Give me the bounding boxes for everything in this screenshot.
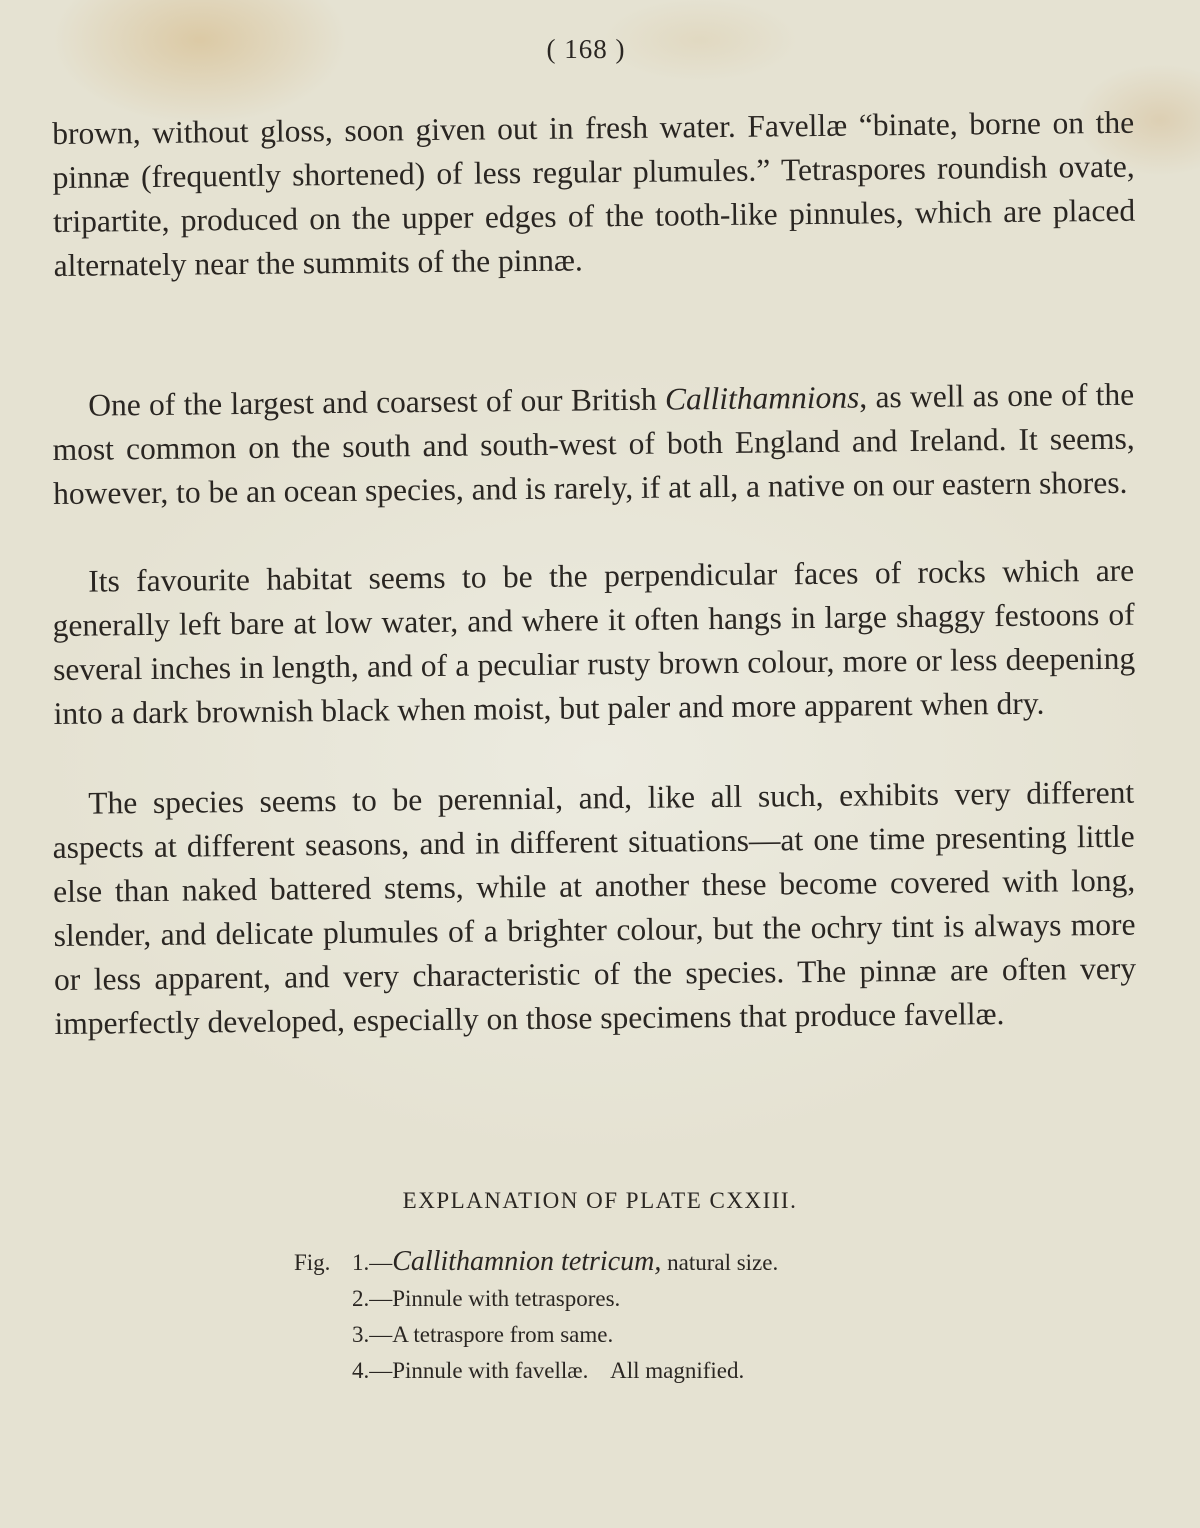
- genus-name: Callithamnions: [664, 379, 860, 417]
- figure-number: 3.—: [352, 1322, 393, 1347]
- figure-caption: natural size.: [661, 1250, 779, 1275]
- fig-prefix: Fig.: [294, 1250, 331, 1275]
- description-paragraph: [52, 101, 1136, 288]
- page-number: ( 168 ): [546, 34, 626, 64]
- remarks-paragraph-1: [52, 373, 1135, 516]
- plate-heading: EXPLANATION OF PLATE CXXIII.: [402, 1188, 798, 1213]
- paragraph-text: Its favourite habitat seems to be the perpendicular faces of rocks which are generally left bare at low water, and where it often hangs in large shaggy festoons of several inches in length, and of a peculiar rusty brown colour, more or less deepening into a dark brownish black when moist, but paler and more apparent when dry.: [52, 552, 1136, 731]
- paragraph-text-start: One of the largest and coarsest of our British: [88, 381, 666, 423]
- figure-number: 1.—: [352, 1250, 393, 1275]
- paragraph-text: brown, without gloss, soon given out in fresh water. Favellæ “binate, borne on the pinnæ (frequently shortened) of less regular plumules.” Tetraspores roundish ovate, tripartite, produced on the upper edges of the tooth-like pinnules, which are placed alternately near the summits of the pinnæ.: [52, 104, 1136, 283]
- remarks-paragraph-3: [52, 771, 1137, 1046]
- figure-caption: Pinnule with favellæ. All magnified.: [392, 1358, 745, 1383]
- figure-item: [294, 1281, 778, 1317]
- figure-number: 4.—: [352, 1358, 393, 1383]
- figure-caption: Pinnule with tetraspores.: [392, 1286, 621, 1311]
- paragraph-text-end: , as well as one of the most common on the south and south-west of both England and Ireland. It seems, however, to be an ocean species, and is rarely, if at all, a native on our eastern shores.: [52, 376, 1135, 511]
- figure-list: [294, 1244, 778, 1389]
- figure-caption: A tetraspore from same.: [392, 1322, 614, 1347]
- figure-item: [294, 1353, 778, 1389]
- remarks-paragraph-2: [52, 549, 1136, 736]
- species-name: Callithamnion tetricum,: [392, 1246, 662, 1277]
- paragraph-text: The species seems to be perennial, and, like all such, exhibits very different aspects at different seasons, and in different situations—at one time presenting little else than naked battered stems, while at another these become covered with long, slender, and delicate plumules of a brighter colour, but the ochry tint is always more or less apparent, and very characteristic of the species. The pinnæ are often very imperfectly developed, especially on those specimens that produce favellæ.: [52, 774, 1137, 1041]
- figure-item: [294, 1317, 778, 1353]
- paragraph-text: [52, 373, 1135, 516]
- figure-item: [294, 1244, 778, 1281]
- figure-number: 2.—: [352, 1286, 393, 1311]
